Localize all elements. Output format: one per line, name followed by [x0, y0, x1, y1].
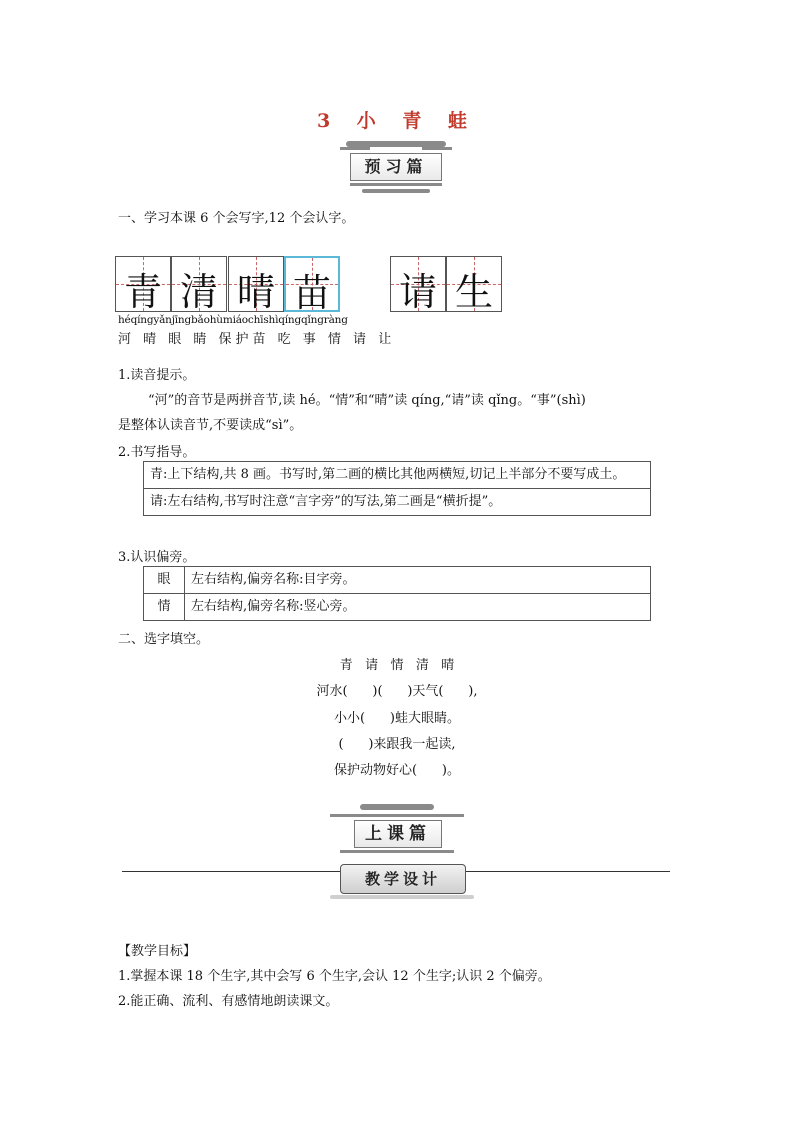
- radical-char: 眼: [144, 567, 185, 594]
- reading-tips-text-1: “河”的音节是两拼音节,读 hé。“情”和“晴”读 qíng,“请”读 qǐng。“事”(shì): [148, 393, 586, 408]
- radicals-heading: 3.认识偏旁。: [118, 550, 196, 565]
- writing-guide-row-2: 请:左右结构,书写时注意“言字旁”的写法,第二画是“横折提”。: [144, 489, 651, 516]
- lesson-title: 3 小 青 蛙: [316, 110, 478, 132]
- grid-cell-4: [284, 256, 340, 315]
- ornament-bottom-2: [362, 189, 430, 193]
- section1-heading: 一、学习本课 6 个会写字,12 个会认字。: [118, 211, 355, 226]
- ornament-top: [360, 804, 434, 810]
- writing-guide-table: [143, 461, 651, 516]
- goal-item-2: 2.能正确、流利、有感情地朗读课文。: [118, 994, 339, 1009]
- divider-shadow: [330, 895, 474, 899]
- writing-guide-heading: 2.书写指导。: [118, 445, 196, 460]
- ornament-bottom: [350, 183, 442, 186]
- reading-tips-text-2: 是整体认读音节,不要读成“sì”。: [118, 418, 303, 433]
- ornament-top-left: [340, 147, 370, 150]
- ornament-top-left: [330, 814, 464, 817]
- write-char: 请: [398, 270, 437, 314]
- write-char: 晴: [236, 270, 275, 314]
- fill-line-3: ( )来跟我一起读,: [338, 737, 456, 752]
- write-char: 清: [179, 270, 218, 314]
- ornament-top-right: [422, 147, 452, 150]
- banner-class-label: 上课篇: [354, 820, 442, 848]
- table-row: [144, 567, 651, 594]
- fill-line-2: 小小( )蛙大眼睛。: [334, 711, 460, 726]
- fill-line-4: 保护动物好心( )。: [334, 763, 460, 778]
- section2-heading: 二、选字填空。: [118, 632, 210, 647]
- goal-item-1: 1.掌握本课 18 个生字,其中会写 6 个生字,会认 12 个生字;认识 2 个偏旁。: [118, 969, 551, 984]
- goals-heading: 【教学目标】: [118, 944, 197, 959]
- radical-desc: 左右结构,偏旁名称:竖心旁。: [185, 594, 651, 621]
- table-row: [144, 489, 651, 516]
- radical-char: 情: [144, 594, 185, 621]
- banner-design: [340, 864, 466, 894]
- write-char: 青: [123, 270, 162, 314]
- grid-cell-6: [446, 256, 502, 312]
- radical-desc: 左右结构,偏旁名称:目字旁。: [185, 567, 651, 594]
- pinyin-line: héqíngyǎnjīngbǎohùmiáochīshìqíngqǐngràng: [118, 314, 348, 326]
- table-row: [144, 594, 651, 621]
- grid-cell-1: [115, 256, 171, 312]
- write-char: 苗: [292, 271, 331, 315]
- banner-design-label: 教学设计: [364, 870, 441, 888]
- radicals-table: [143, 566, 651, 621]
- reading-tips-heading: 1.读音提示。: [118, 368, 196, 383]
- recognize-chars: 河 晴 眼 睛 保护苗 吃 事 情 请 让: [118, 332, 396, 347]
- writing-guide-row-1: 青:上下结构,共 8 画。书写时,第二画的横比其他两横短,切记上半部分不要写成土。: [144, 462, 651, 489]
- grid-cell-2: [171, 256, 227, 312]
- fill-options: 青 请 情 清 晴: [339, 658, 455, 673]
- banner-preview-label: 预习篇: [350, 153, 442, 181]
- table-row: [144, 462, 651, 489]
- banner-class: [330, 802, 464, 862]
- write-char: 生: [454, 270, 493, 314]
- fill-line-1: 河水( )( )天气( ),: [316, 684, 478, 699]
- grid-cell-5: [390, 256, 446, 312]
- banner-preview: [340, 137, 452, 197]
- ornament-bottom: [340, 850, 454, 853]
- grid-cell-3: [228, 256, 284, 312]
